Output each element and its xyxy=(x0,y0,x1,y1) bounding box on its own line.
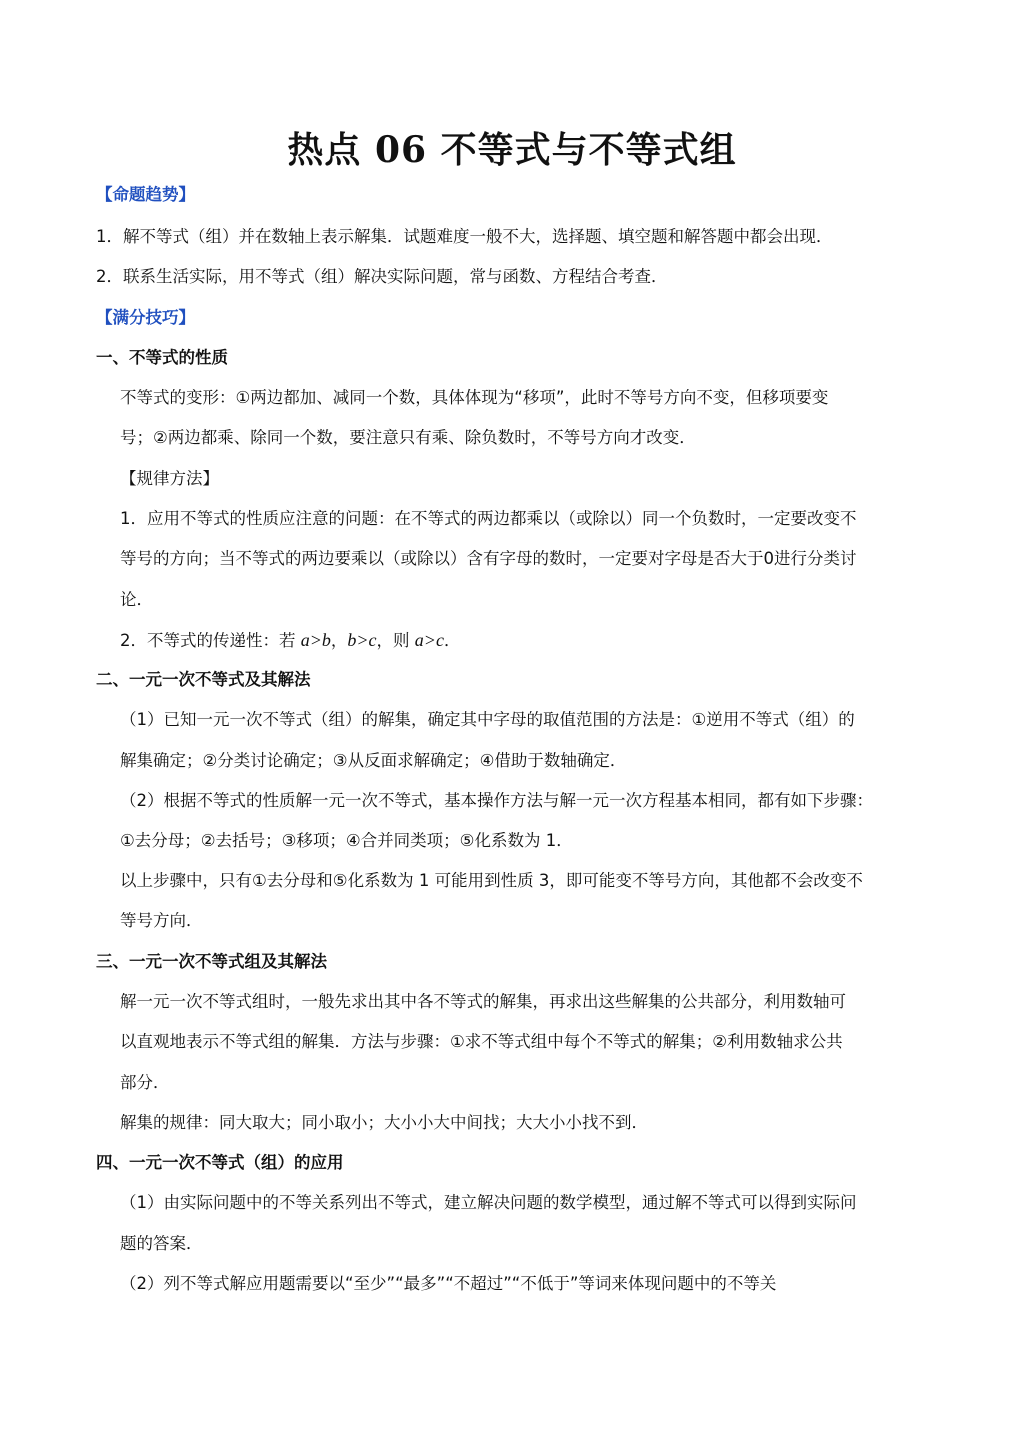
section-1-paragraph-line-1: 不等式的变形：①两边都加、减同一个数，具体体现为“移项”，此时不等号方向不变，但移项要变 xyxy=(120,388,829,407)
section-4-line-1: （1）由实际问题中的不等关系列出不等式，建立解决问题的数学模型，通过解不等式可以得到实际问 xyxy=(120,1193,857,1212)
rule-1-line-2: 等号的方向；当不等式的两边要乘以（或除以）含有字母的数时，一定要对字母是否大于0进行分类讨 xyxy=(120,549,857,568)
skills-heading: 【满分技巧】 xyxy=(96,308,195,327)
section-2-line-3: （2）根据不等式的性质解一元一次不等式，基本操作方法与解一元一次方程基本相同，都有如下步骤： xyxy=(120,791,873,810)
page-title: 热点 06 不等式与不等式组 xyxy=(287,129,737,171)
section-4-line-3: （2）列不等式解应用题需要以“至少”“最多”“不超过”“不低于”等词来体现问题中的不等关 xyxy=(120,1274,777,1293)
rule-1-line-1: 1．应用不等式的性质应注意的问题：在不等式的两边都乘以（或除以）同一个负数时，一定要改变不 xyxy=(120,509,857,528)
section-2-line-6: 等号方向． xyxy=(120,911,203,930)
section-2-line-2: 解集确定；②分类讨论确定；③从反面求解确定；④借助于数轴确定． xyxy=(120,751,627,770)
section-3-line-2: 以直观地表示不等式组的解集．方法与步骤：①求不等式组中每个不等式的解集；②利用数轴求公共 xyxy=(120,1032,843,1051)
rule-1-line-3: 论． xyxy=(120,590,153,609)
rule-2-end: ． xyxy=(443,631,461,650)
math-b-gt-c: b>c xyxy=(347,630,377,650)
rule-2-prefix: 2．不等式的传递性：若 xyxy=(120,631,301,650)
section-2-heading: 二、一元一次不等式及其解法 xyxy=(96,670,311,689)
trend-heading: 【命题趋势】 xyxy=(96,185,195,204)
rule-2-line xyxy=(120,628,460,653)
rule-method-heading: 【规律方法】 xyxy=(120,469,219,488)
math-a-gt-c: a>c xyxy=(414,630,444,650)
section-3-line-3: 部分． xyxy=(120,1073,170,1092)
section-3-line-4: 解集的规律：同大取大；同小取小；大小小大中间找；大大小小找不到． xyxy=(120,1113,648,1132)
trend-item-2: 2．联系生活实际，用不等式（组）解决实际问题，常与函数、方程结合考查． xyxy=(96,267,668,286)
section-3-line-1: 解一元一次不等式组时，一般先求出其中各不等式的解集，再求出这些解集的公共部分，利用数轴可 xyxy=(120,992,846,1011)
section-2-line-5: 以上步骤中，只有①去分母和⑤化系数为 1 可能用到性质 3，即可能变不等号方向，其他都不会改变不 xyxy=(120,871,863,890)
math-a-gt-b: a>b xyxy=(300,630,331,650)
section-2-line-1: （1）已知一元一次不等式（组）的解集，确定其中字母的取值范围的方法是：①逆用不等式（组）的 xyxy=(120,710,855,729)
section-1-paragraph-line-2: 号；②两边都乘、除同一个数，要注意只有乘、除负数时，不等号方向才改变． xyxy=(120,428,696,447)
section-3-heading: 三、一元一次不等式组及其解法 xyxy=(96,952,327,971)
trend-item-1: 1．解不等式（组）并在数轴上表示解集．试题难度一般不大，选择题、填空题和解答题中都会出现． xyxy=(96,227,833,246)
section-4-line-2: 题的答案． xyxy=(120,1234,203,1253)
section-1-heading: 一、不等式的性质 xyxy=(96,348,228,367)
section-2-line-4: ①去分母；②去括号；③移项；④合并同类项；⑤化系数为 1． xyxy=(120,831,573,850)
section-4-heading: 四、一元一次不等式（组）的应用 xyxy=(96,1153,344,1172)
rule-2-sep-2: ，则 xyxy=(376,631,415,650)
rule-2-sep-1: ， xyxy=(330,631,348,650)
